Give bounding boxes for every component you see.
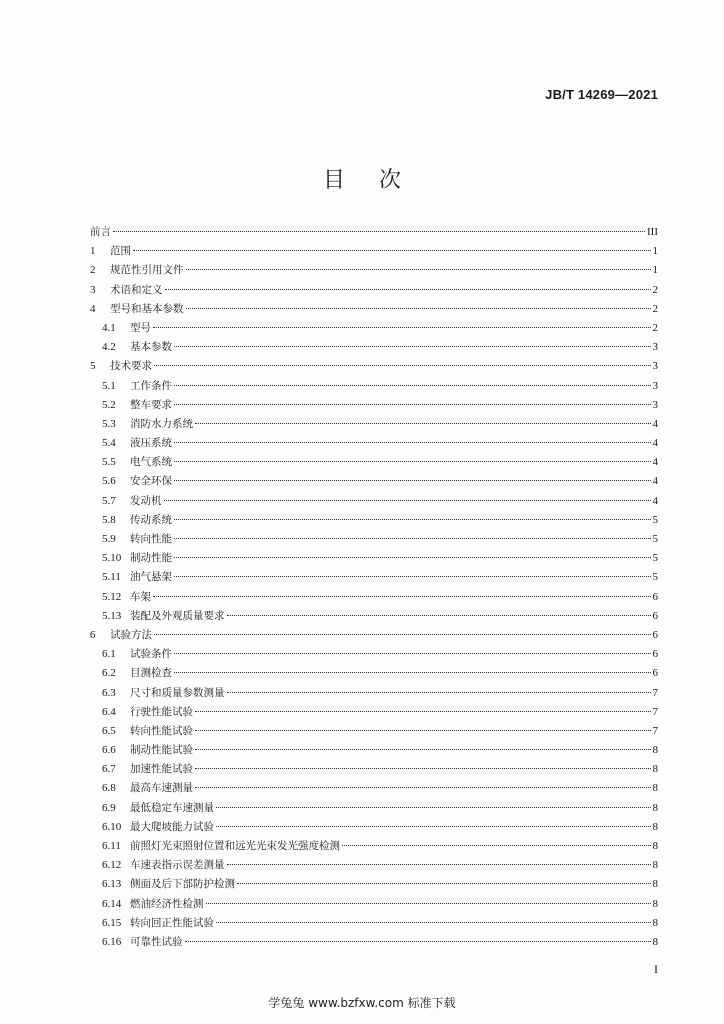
toc-entry-number: 5.6 [102, 475, 116, 488]
toc-leader-dots [174, 672, 651, 673]
toc-entry-label: 车速表指示误差测量 [130, 859, 225, 872]
toc-leader-dots [195, 423, 651, 424]
toc-entry[interactable] [90, 281, 658, 300]
toc-entry-label: 转向回正性能试验 [130, 916, 214, 929]
toc-entry-page: 3 [652, 379, 658, 392]
toc-entry-page: 2 [652, 283, 658, 296]
toc-entry-page: 8 [652, 935, 658, 948]
toc-entry[interactable] [90, 837, 658, 856]
toc-entry-number: 6.16 [102, 935, 122, 948]
toc-leader-dots [227, 615, 651, 616]
toc-entry-number: 1 [90, 245, 96, 258]
toc-entry[interactable] [90, 722, 658, 741]
toc-entry[interactable] [90, 626, 658, 645]
toc-entry-number: 6.3 [102, 686, 116, 699]
toc-entry[interactable] [90, 377, 658, 396]
toc-leader-dots [174, 461, 651, 462]
toc-entry-label: 前言 [90, 226, 111, 238]
toc-leader-dots [153, 596, 651, 597]
toc-entry-number: 4 [90, 302, 96, 315]
toc-entry-number: 6.5 [102, 724, 116, 737]
toc-entry-label: 目测检查 [130, 667, 172, 680]
toc-entry-label: 装配及外观质量要求 [130, 609, 225, 622]
toc-entry-label: 试验方法 [110, 628, 152, 641]
toc-entry-label: 基本参数 [130, 341, 172, 354]
toc-leader-dots [342, 845, 651, 846]
toc-entry-page: 4 [652, 437, 658, 450]
toc-entry-number: 6 [90, 628, 96, 641]
toc-entry[interactable] [90, 357, 658, 376]
toc-leader-dots [174, 480, 651, 481]
toc-entry-label: 油气悬架 [130, 571, 172, 584]
toc-entry-page: 5 [652, 533, 658, 545]
toc-entry[interactable] [90, 895, 658, 914]
toc-entry-number: 5.13 [102, 609, 122, 622]
toc-leader-dots [195, 730, 651, 731]
site-watermark: 学兔兔 www.bzfxw.com 标准下载 [268, 996, 456, 1010]
toc-entry[interactable] [90, 588, 658, 607]
toc-entry-page: 7 [652, 686, 658, 699]
toc-leader-dots [195, 768, 651, 769]
toc-entry[interactable] [90, 607, 658, 626]
toc-entry-page: 4 [652, 494, 658, 507]
toc-entry-number: 3 [90, 283, 96, 296]
toc-entry-label: 工作条件 [130, 379, 172, 392]
toc-entry-page: 6 [652, 628, 658, 641]
toc-leader-dots [133, 250, 651, 251]
toc-entry-label: 尺寸和质量参数测量 [130, 686, 225, 699]
toc-entry-number: 6.13 [102, 878, 122, 891]
toc-entry-label: 技术要求 [110, 360, 152, 373]
toc-entry-page: 6 [652, 590, 658, 603]
toc-leader-dots [154, 634, 651, 635]
toc-entry-page: 5 [652, 552, 658, 565]
toc-leader-dots [174, 442, 651, 443]
toc-entry-page: 6 [652, 609, 658, 622]
toc-entry-page: 3 [652, 360, 658, 373]
toc-entry[interactable] [90, 664, 658, 683]
toc-entry-label: 安全环保 [130, 475, 172, 488]
toc-entry-page: 8 [652, 840, 658, 852]
toc-entry-number: 5.10 [102, 552, 122, 565]
toc-entry[interactable] [90, 799, 658, 818]
toc-entry-page: 3 [652, 341, 658, 354]
toc-entry-page: 2 [652, 321, 658, 334]
toc-entry-number: 6.9 [102, 801, 116, 814]
toc-entry-label: 可靠性试验 [130, 935, 183, 948]
toc-entry-number: 5.9 [102, 533, 116, 545]
toc-leader-dots [216, 826, 651, 827]
toc-entry-label: 制动性能试验 [130, 744, 193, 757]
page-number: I [654, 962, 658, 976]
toc-entry-number: 5.7 [102, 494, 116, 507]
toc-entry-number: 6.8 [102, 782, 116, 795]
toc-entry-number: 5.1 [102, 379, 116, 392]
toc-entry-number: 6.10 [102, 820, 122, 833]
toc-leader-dots [195, 749, 651, 750]
toc-entry-label: 消防水力系统 [130, 417, 193, 430]
toc-entry-number: 6.7 [102, 763, 116, 776]
toc-entry-page: 1 [652, 245, 658, 258]
toc-entry-page: III [647, 226, 658, 238]
toc-entry[interactable] [90, 261, 658, 280]
toc-entry[interactable] [90, 492, 658, 511]
toc-leader-dots [164, 500, 651, 501]
toc-entry-number: 4.2 [102, 341, 116, 354]
toc-entry-page: 8 [652, 763, 658, 776]
toc-entry-page: 8 [652, 782, 658, 795]
toc-entry-page: 8 [652, 744, 658, 757]
toc-leader-dots [174, 519, 651, 520]
toc-entry-label: 侧面及后下部防护检测 [130, 878, 235, 891]
toc-entry-label: 规范性引用文件 [110, 264, 184, 277]
toc-leader-dots [186, 269, 651, 270]
toc-leader-dots [174, 385, 651, 386]
toc-entry-page: 1 [652, 264, 658, 277]
toc-entry-page: 8 [652, 801, 658, 814]
toc-entry-number: 6.11 [102, 840, 121, 852]
toc-entry-label: 最大爬坡能力试验 [130, 820, 214, 833]
toc-entry-number: 6.4 [102, 705, 116, 718]
toc-entry-label: 型号和基本参数 [110, 302, 184, 315]
toc-entry[interactable] [90, 933, 658, 952]
toc-entry-page: 2 [652, 302, 658, 315]
toc-entry-page: 7 [652, 705, 658, 718]
toc-entry-page: 8 [652, 820, 658, 833]
toc-entry[interactable] [90, 300, 658, 319]
toc-leader-dots [154, 365, 651, 366]
toc-entry[interactable] [90, 415, 658, 434]
toc-entry-label: 范围 [110, 245, 131, 258]
toc-entry[interactable] [90, 568, 658, 587]
toc-leader-dots [165, 289, 651, 290]
toc-leader-dots [185, 941, 651, 942]
toc-entry[interactable] [90, 472, 658, 491]
toc-entry[interactable] [90, 645, 658, 664]
toc-entry-number: 2 [90, 264, 96, 277]
toc-entry-label: 制动性能 [130, 552, 172, 565]
toc-entry-page: 6 [652, 648, 658, 661]
toc-entry[interactable] [90, 338, 658, 357]
toc-leader-dots [227, 864, 651, 865]
toc-entry-page: 4 [652, 456, 658, 469]
standard-code: JB/T 14269—2021 [545, 87, 658, 102]
toc-entry-label: 术语和定义 [110, 283, 163, 296]
toc-leader-dots [216, 922, 651, 923]
toc-leader-dots [113, 231, 645, 232]
toc-entry-number: 5.12 [102, 590, 122, 603]
toc-entry-label: 转向性能 [130, 533, 172, 545]
toc-leader-dots [174, 404, 651, 405]
toc-leader-dots [174, 653, 651, 654]
toc-entry-page: 3 [652, 398, 658, 411]
toc-entry-page: 4 [652, 475, 658, 488]
toc-entry[interactable] [90, 703, 658, 722]
toc-entry[interactable] [90, 453, 658, 472]
toc-entry-number: 5.2 [102, 398, 116, 411]
toc-entry-label: 电气系统 [130, 456, 172, 469]
toc-entry-number: 4.1 [102, 321, 116, 334]
toc-leader-dots [186, 308, 651, 309]
toc-entry-label: 转向性能试验 [130, 724, 193, 737]
toc-entry[interactable] [90, 914, 658, 933]
toc-entry-page: 8 [652, 916, 658, 929]
toc-entry-page: 5 [652, 513, 658, 526]
toc-entry-number: 5.8 [102, 513, 116, 526]
toc-entry-label: 行驶性能试验 [130, 705, 193, 718]
toc-entry-label: 整车要求 [130, 398, 172, 411]
toc-entry-label: 燃油经济性检测 [130, 897, 204, 910]
toc-leader-dots [174, 538, 651, 539]
toc-entry-number: 6.6 [102, 744, 116, 757]
toc-entry-label: 最低稳定车速测量 [130, 801, 214, 814]
toc-entry[interactable] [90, 856, 658, 875]
toc-entry-label: 型号 [130, 321, 151, 334]
toc-entry-number: 6.1 [102, 648, 116, 661]
toc-leader-dots [237, 883, 651, 884]
toc-entry-label: 车架 [130, 590, 151, 603]
toc-leader-dots [227, 692, 651, 693]
toc-entry-page: 6 [652, 667, 658, 680]
toc-entry[interactable] [90, 779, 658, 798]
toc-entry-page: 8 [652, 859, 658, 872]
toc-entry-page: 8 [652, 878, 658, 891]
toc-entry-number: 6.14 [102, 897, 122, 910]
toc-leader-dots [153, 327, 651, 328]
toc-entry[interactable] [90, 242, 658, 261]
page-title: 目次 [322, 168, 435, 193]
toc-entry-number: 5 [90, 360, 96, 373]
toc-entry[interactable] [90, 511, 658, 530]
toc-leader-dots [206, 903, 651, 904]
toc-leader-dots [216, 807, 651, 808]
toc-entry-number: 5.11 [102, 571, 121, 584]
toc-entry[interactable] [90, 549, 658, 568]
toc-entry-number: 5.3 [102, 417, 116, 430]
toc-entry-number: 6.15 [102, 916, 122, 929]
toc-entry-label: 试验条件 [130, 648, 172, 661]
toc-entry-label: 液压系统 [130, 437, 172, 450]
toc-entry[interactable] [90, 223, 658, 242]
toc-entry-page: 8 [652, 897, 658, 910]
toc-entry-label: 前照灯光束照射位置和远光光束发光强度检测 [130, 840, 340, 852]
toc-entry[interactable] [90, 319, 658, 338]
toc-entry[interactable] [90, 434, 658, 453]
toc-entry-label: 最高车速测量 [130, 782, 193, 795]
toc-entry[interactable] [90, 530, 658, 549]
toc-leader-dots [174, 576, 651, 577]
toc-entry-page: 7 [652, 724, 658, 737]
toc-leader-dots [195, 711, 651, 712]
toc-entry-number: 6.12 [102, 859, 122, 872]
toc-entry[interactable] [90, 875, 658, 894]
toc-entry[interactable] [90, 760, 658, 779]
toc-entry-number: 5.4 [102, 437, 116, 450]
toc-leader-dots [195, 787, 651, 788]
toc-leader-dots [174, 346, 651, 347]
toc-entry-page: 4 [652, 417, 658, 430]
toc-entry-number: 6.2 [102, 667, 116, 680]
toc-entry[interactable] [90, 741, 658, 760]
toc-entry[interactable] [90, 684, 658, 703]
toc-entry-label: 发动机 [130, 494, 162, 507]
toc-leader-dots [174, 557, 651, 558]
toc-entry-number: 5.5 [102, 456, 116, 469]
toc-entry-page: 5 [652, 571, 658, 584]
table-of-contents [90, 223, 658, 952]
toc-entry-label: 加速性能试验 [130, 763, 193, 776]
toc-entry[interactable] [90, 818, 658, 837]
toc-entry[interactable] [90, 396, 658, 415]
toc-entry-label: 传动系统 [130, 513, 172, 526]
